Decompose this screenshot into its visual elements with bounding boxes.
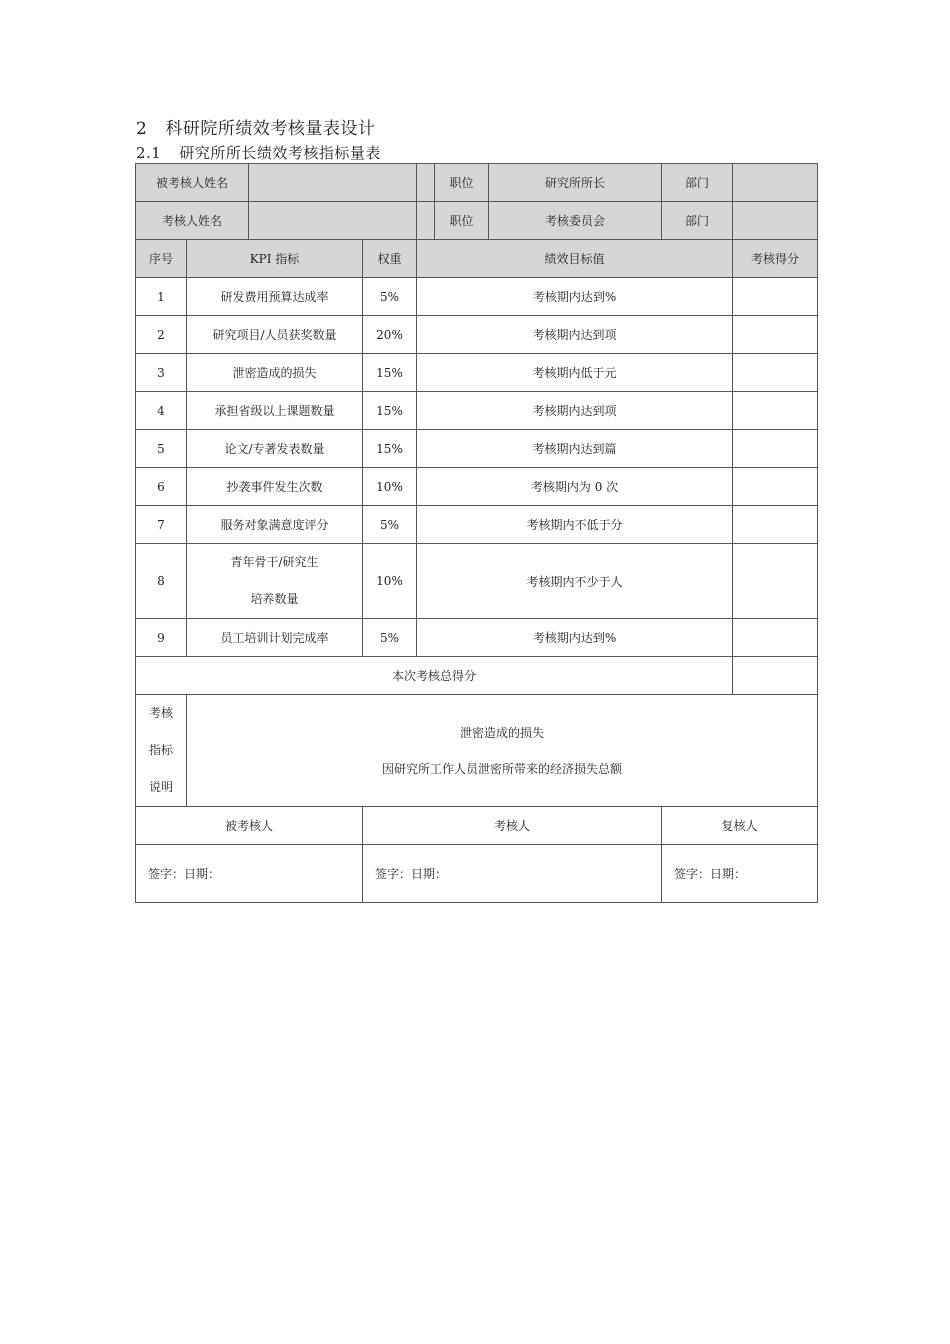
table-row: [136, 278, 818, 316]
column-header-row: [136, 240, 818, 278]
table-row: [136, 619, 818, 657]
assessee-name-value[interactable]: [249, 164, 417, 202]
assessor-dept-label: 部门: [662, 202, 733, 240]
row-index: 4: [136, 392, 187, 430]
col-index: 序号: [136, 240, 187, 278]
row-target: 考核期内达到%: [417, 619, 733, 657]
row-kpi-line1: 青年骨干/研究生: [230, 555, 319, 569]
row-kpi: 泄密造成的损失: [187, 354, 363, 392]
row-weight: 20%: [363, 316, 417, 354]
assessor-dept-value[interactable]: [733, 202, 818, 240]
header-row-assessee: [136, 164, 818, 202]
row-weight: 10%: [363, 544, 417, 619]
total-row: [136, 657, 818, 695]
row-score[interactable]: [733, 278, 818, 316]
row-score[interactable]: [733, 468, 818, 506]
row-index: 5: [136, 430, 187, 468]
row-score[interactable]: [733, 354, 818, 392]
col-weight: 权重: [363, 240, 417, 278]
row-score[interactable]: [733, 392, 818, 430]
row-weight: 5%: [363, 278, 417, 316]
row-kpi: 承担省级以上课题数量: [187, 392, 363, 430]
signature-row: [136, 845, 818, 903]
assessee-position-label: 职位: [435, 164, 489, 202]
total-score[interactable]: [733, 657, 818, 695]
table-row: [136, 506, 818, 544]
row-kpi: [187, 544, 363, 619]
row-kpi: 服务对象满意度评分: [187, 506, 363, 544]
row-score[interactable]: [733, 506, 818, 544]
assessee-position-value: 研究所所长: [489, 164, 662, 202]
assessee-dept-value[interactable]: [733, 164, 818, 202]
row-weight: 5%: [363, 506, 417, 544]
row-score[interactable]: [733, 544, 818, 619]
section-title: 科研院所绩效考核量表设计: [165, 119, 376, 139]
note-label-line1: 考核: [148, 706, 173, 720]
signature-field-reviewer[interactable]: 签字：日期：: [662, 845, 818, 903]
row-kpi: 研发费用预算达成率: [187, 278, 363, 316]
subsection-title: 研究所所长绩效考核指标量表: [179, 144, 381, 162]
total-label: 本次考核总得分: [136, 657, 733, 695]
signature-header-reviewer: 复核人: [662, 807, 818, 845]
row-index: 2: [136, 316, 187, 354]
table-row: [136, 468, 818, 506]
section-heading: [136, 114, 375, 139]
note-content: [187, 695, 818, 807]
row-index: 9: [136, 619, 187, 657]
table-row: [136, 392, 818, 430]
header-row-assessor: [136, 202, 818, 240]
assessor-position-value: 考核委员会: [489, 202, 662, 240]
row-target: 考核期内达到篇: [417, 430, 733, 468]
table-row: [136, 354, 818, 392]
row-kpi: 论文/专著发表数量: [187, 430, 363, 468]
row-score[interactable]: [733, 316, 818, 354]
row-score[interactable]: [733, 430, 818, 468]
row-weight: 5%: [363, 619, 417, 657]
row-kpi: 研究项目/人员获奖数量: [187, 316, 363, 354]
assessor-name-value[interactable]: [249, 202, 417, 240]
row-kpi: 抄袭事件发生次数: [187, 468, 363, 506]
note-title: 泄密造成的损失: [460, 725, 545, 740]
row-index: 1: [136, 278, 187, 316]
subsection-heading: [136, 142, 381, 163]
table-row: [136, 316, 818, 354]
col-score: 考核得分: [733, 240, 818, 278]
row-target: 考核期内达到项: [417, 316, 733, 354]
subsection-number: 2.1: [136, 144, 162, 162]
row-weight: 15%: [363, 354, 417, 392]
col-kpi: KPI 指标: [187, 240, 363, 278]
row-index: 3: [136, 354, 187, 392]
note-label-line3: 说明: [148, 780, 173, 794]
col-target: 绩效目标值: [417, 240, 733, 278]
row-target: 考核期内达到项: [417, 392, 733, 430]
note-label: [136, 695, 187, 807]
assessee-dept-label: 部门: [662, 164, 733, 202]
row-kpi-line2: 培养数量: [250, 592, 299, 606]
row-target: 考核期内达到%: [417, 278, 733, 316]
row-target: 考核期内低于元: [417, 354, 733, 392]
kpi-assessment-table: [135, 163, 818, 903]
row-weight: 10%: [363, 468, 417, 506]
table-row: [136, 544, 818, 619]
signature-header-assessor: 考核人: [363, 807, 662, 845]
row-score[interactable]: [733, 619, 818, 657]
row-weight: 15%: [363, 392, 417, 430]
row-index: 8: [136, 544, 187, 619]
row-target: 考核期内为 0 次: [417, 468, 733, 506]
note-description: 因研究所工作人员泄密所带来的经济损失总额: [382, 761, 623, 776]
signature-header-row: [136, 807, 818, 845]
row-index: 7: [136, 506, 187, 544]
row-kpi: 员工培训计划完成率: [187, 619, 363, 657]
table-row: [136, 430, 818, 468]
assessor-position-label: 职位: [435, 202, 489, 240]
section-number: 2: [136, 119, 148, 139]
note-row: [136, 695, 818, 807]
row-target: 考核期内不低于分: [417, 506, 733, 544]
row-target: 考核期内不少于人: [417, 544, 733, 619]
note-label-line2: 指标: [148, 743, 173, 757]
signature-header-assessee: 被考核人: [136, 807, 363, 845]
signature-field-assessor[interactable]: 签字：日期：: [363, 845, 662, 903]
signature-field-assessee[interactable]: 签字：日期：: [136, 845, 363, 903]
row-weight: 15%: [363, 430, 417, 468]
row-index: 6: [136, 468, 187, 506]
assessor-name-label: 考核人姓名: [136, 202, 249, 240]
assessee-name-label: 被考核人姓名: [136, 164, 249, 202]
